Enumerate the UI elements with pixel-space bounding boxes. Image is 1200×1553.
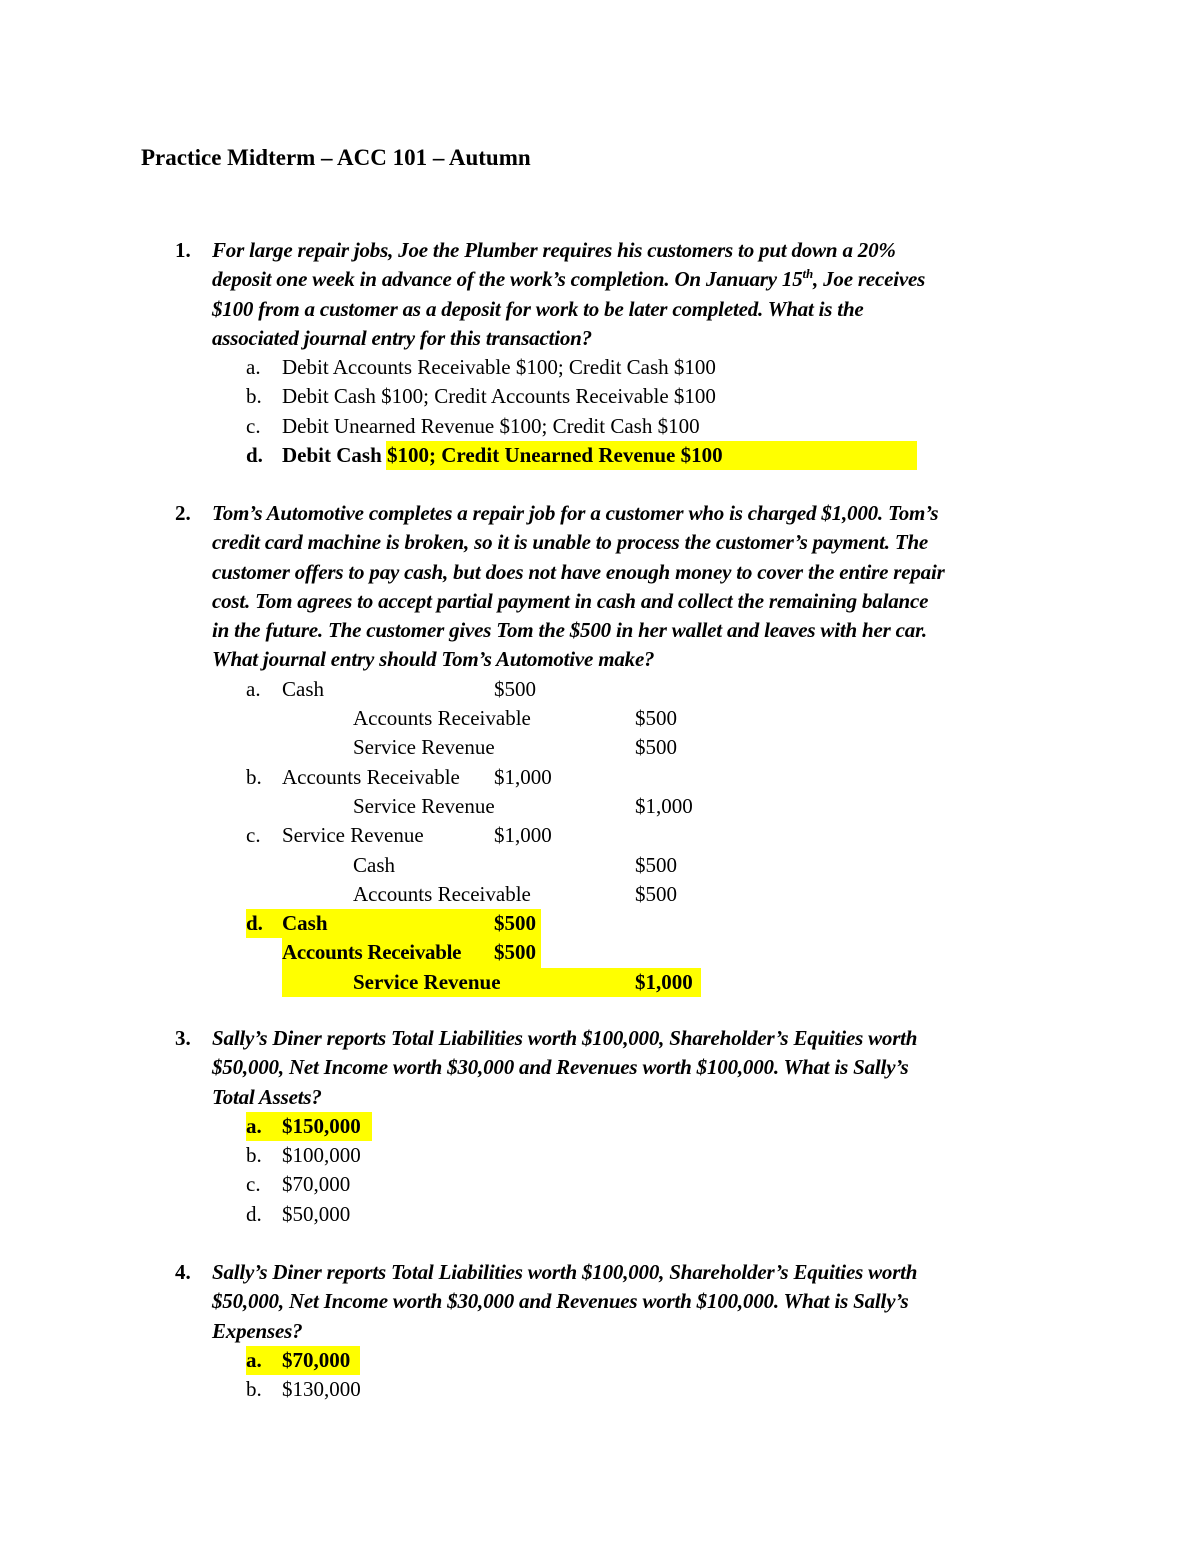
question-line: Expenses?	[212, 1318, 303, 1343]
journal-account: Cash	[353, 852, 395, 877]
question-line: $100 from a customer as a deposit for work to be later completed. What is the	[212, 296, 864, 321]
option-letter: a.	[246, 355, 261, 380]
journal-credit: $1,000	[635, 969, 693, 994]
question-1	[141, 236, 1071, 470]
question-text	[212, 499, 1071, 675]
page-title: Practice Midterm – ACC 101 – Autumn	[141, 145, 531, 170]
journal-account: Accounts Receivable	[282, 940, 462, 965]
journal-account: Accounts Receivable	[282, 764, 460, 789]
journal-row	[141, 938, 1071, 967]
answer-option-c	[141, 821, 1071, 850]
journal-row	[141, 851, 1071, 880]
answer-option-d-correct	[141, 909, 1071, 938]
option-letter: d.	[246, 443, 263, 468]
question-text	[212, 1024, 1071, 1112]
answer-option-a	[141, 675, 1071, 704]
question-line-part: , Joe receives	[813, 267, 926, 292]
question-number: 1.	[175, 238, 191, 262]
option-text: Debit Unearned Revenue $100; Credit Cash $100	[282, 413, 700, 438]
journal-row	[141, 880, 1071, 909]
question-text	[212, 236, 1071, 353]
journal-credit: $500	[635, 706, 677, 731]
question-number: 2.	[175, 501, 191, 525]
journal-account: Accounts Receivable	[353, 706, 531, 731]
question-number: 3.	[175, 1026, 191, 1050]
ordinal-suffix: th	[802, 266, 813, 282]
answer-option-d	[141, 1200, 1071, 1229]
question-line: What journal entry should Tom’s Automotive make?	[212, 647, 655, 672]
option-text: $50,000	[282, 1201, 351, 1226]
journal-debit: $500	[494, 676, 536, 701]
answer-option-a	[141, 353, 1071, 382]
question-line: Sally’s Diner reports Total Liabilities worth $100,000, Shareholder’s Equities worth	[212, 1026, 918, 1050]
option-letter: c.	[246, 413, 261, 438]
question-line: For large repair jobs, Joe the Plumber requires his customers to put down a 20%	[212, 238, 896, 262]
journal-account: Cash	[282, 676, 324, 701]
journal-debit: $500	[494, 940, 536, 965]
journal-row	[141, 704, 1071, 733]
question-line: credit card machine is broken, so it is unable to process the customer’s payment. The	[212, 530, 929, 555]
option-text: Debit Accounts Receivable $100; Credit Cash $100	[282, 355, 716, 380]
journal-row	[141, 968, 1071, 997]
answer-option-c	[141, 412, 1071, 441]
option-text: Debit Cash $100; Credit Accounts Receivable $100	[282, 384, 716, 409]
answer-option-a-correct	[141, 1346, 1071, 1375]
question-line: associated journal entry for this transaction?	[212, 325, 592, 350]
option-text: Debit Cash $100; Credit Unearned Revenue $100	[282, 443, 723, 468]
question-2	[141, 499, 1071, 997]
journal-account: Cash	[282, 911, 328, 936]
option-text: $70,000	[282, 1172, 351, 1197]
journal-credit: $1,000	[635, 793, 693, 818]
journal-row	[141, 733, 1071, 762]
journal-credit: $500	[635, 735, 677, 760]
journal-account: Accounts Receivable	[353, 881, 531, 906]
journal-account: Service Revenue	[282, 823, 424, 848]
journal-account: Service Revenue	[353, 793, 495, 818]
option-letter: d.	[246, 1201, 262, 1226]
option-letter: c.	[246, 823, 261, 848]
question-line: Total Assets?	[212, 1084, 322, 1109]
question-line: in the future. The customer gives Tom the $500 in her wallet and leaves with her car.	[212, 618, 927, 643]
answer-option-b	[141, 382, 1071, 411]
journal-debit: $1,000	[494, 823, 552, 848]
answer-option-b	[141, 763, 1071, 792]
answer-options	[141, 1346, 1071, 1405]
answer-options	[141, 1112, 1071, 1229]
journal-debit: $1,000	[494, 764, 552, 789]
option-letter: d.	[246, 911, 263, 936]
answer-option-b	[141, 1375, 1071, 1404]
option-text: $100,000	[282, 1143, 361, 1168]
option-text: $130,000	[282, 1377, 361, 1402]
option-letter: b.	[246, 764, 262, 789]
option-letter: b.	[246, 1143, 262, 1168]
answer-option-d-correct	[141, 441, 1071, 470]
question-line: $50,000, Net Income worth $30,000 and Revenues worth $100,000. What is Sally’s	[212, 1055, 909, 1080]
question-text	[212, 1258, 1071, 1346]
journal-account: Service Revenue	[353, 735, 495, 760]
answer-option-c	[141, 1170, 1071, 1199]
journal-debit: $500	[494, 911, 536, 936]
option-letter: b.	[246, 1377, 262, 1402]
option-letter: a.	[246, 1113, 262, 1138]
answer-option-b	[141, 1141, 1071, 1170]
option-text: $150,000	[282, 1113, 361, 1138]
journal-account: Service Revenue	[353, 969, 501, 994]
question-4	[141, 1258, 1071, 1404]
journal-credit: $500	[635, 881, 677, 906]
journal-row	[141, 792, 1071, 821]
option-text: $70,000	[282, 1347, 351, 1372]
question-number: 4.	[175, 1260, 191, 1284]
question-line: Sally’s Diner reports Total Liabilities worth $100,000, Shareholder’s Equities worth	[212, 1260, 918, 1284]
question-line	[212, 265, 1071, 294]
answer-options	[141, 675, 1071, 997]
question-line: customer offers to pay cash, but does not have enough money to cover the entire repair	[212, 559, 945, 584]
option-letter: a.	[246, 676, 261, 701]
option-letter: a.	[246, 1347, 262, 1372]
answer-options	[141, 353, 1071, 470]
question-3	[141, 1024, 1071, 1229]
journal-credit: $500	[635, 852, 677, 877]
question-line: $50,000, Net Income worth $30,000 and Revenues worth $100,000. What is Sally’s	[212, 1289, 909, 1314]
answer-option-a-correct	[141, 1112, 1071, 1141]
option-letter: c.	[246, 1172, 261, 1197]
option-letter: b.	[246, 384, 262, 409]
question-line: Tom’s Automotive completes a repair job for a customer who is charged $1,000. Tom’s	[212, 501, 939, 525]
question-line-part: deposit one week in advance of the work’s completion. On January 15	[212, 267, 803, 292]
question-line: cost. Tom agrees to accept partial payment in cash and collect the remaining balance	[212, 588, 929, 613]
